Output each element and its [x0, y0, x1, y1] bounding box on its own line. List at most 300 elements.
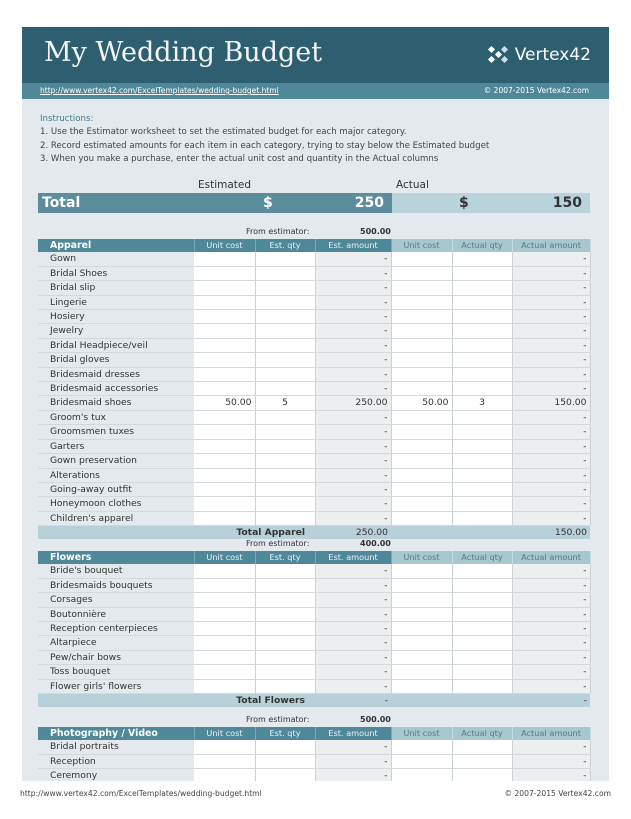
- table-row: [38, 665, 590, 679]
- item-name: Bridesmaids bouquets: [38, 578, 194, 592]
- instructions-heading: Instructions:: [40, 114, 94, 124]
- unit-cost-cell[interactable]: [194, 650, 255, 664]
- actual-qty-cell[interactable]: [452, 281, 512, 295]
- actual-amount-cell: -: [512, 497, 590, 511]
- table-row: [38, 367, 590, 381]
- table-row: [38, 754, 590, 768]
- actual-qty-cell[interactable]: [452, 497, 512, 511]
- actual-unit-cost-cell[interactable]: [391, 636, 452, 650]
- table-row: [38, 425, 590, 439]
- table-row: [38, 295, 590, 309]
- est-amount-cell: -: [315, 679, 391, 693]
- category-total-est: -: [315, 694, 391, 708]
- est-qty-cell[interactable]: 5: [255, 396, 315, 410]
- actual-unit-cost-cell[interactable]: [391, 382, 452, 396]
- item-name: Bridal gloves: [38, 353, 194, 367]
- actual-unit-cost-cell[interactable]: [391, 593, 452, 607]
- est-qty-cell[interactable]: [255, 338, 315, 352]
- item-name: Reception: [38, 754, 194, 768]
- actual-unit-cost-cell[interactable]: [391, 622, 452, 636]
- item-name: Toss bouquet: [38, 665, 194, 679]
- est-amount-cell: -: [315, 468, 391, 482]
- actual-amount-cell: -: [512, 511, 590, 525]
- unit-cost-cell[interactable]: [194, 439, 255, 453]
- actual-unit-cost-cell[interactable]: [391, 769, 452, 781]
- table-row: [38, 564, 590, 578]
- actual-amount-cell: -: [512, 607, 590, 621]
- est-qty-cell[interactable]: [255, 468, 315, 482]
- est-qty-cell[interactable]: [255, 353, 315, 367]
- est-amount-cell: -: [315, 593, 391, 607]
- actual-qty-cell[interactable]: [452, 578, 512, 592]
- actual-unit-cost-cell[interactable]: [391, 439, 452, 453]
- actual-amount-cell: -: [512, 338, 590, 352]
- actual-qty-cell[interactable]: [452, 252, 512, 266]
- unit-cost-cell[interactable]: [194, 740, 255, 754]
- actual-qty-cell[interactable]: [452, 367, 512, 381]
- template-link[interactable]: http://www.vertex42.com/ExcelTemplates/wedding-budget.html: [40, 86, 279, 95]
- table-row: [38, 353, 590, 367]
- actual-unit-cost-cell[interactable]: [391, 679, 452, 693]
- est-qty-cell[interactable]: [255, 266, 315, 280]
- col-unit-cost: Unit cost: [194, 239, 255, 252]
- from-estimator-value: 400.00: [360, 539, 391, 548]
- actual-unit-cost-cell[interactable]: [391, 740, 452, 754]
- actual-amount-cell: -: [512, 281, 590, 295]
- instruction-line: 2. Record estimated amounts for each item in each category, trying to stay below the Estimated budget: [40, 140, 490, 151]
- est-amount-cell: -: [315, 425, 391, 439]
- unit-cost-cell[interactable]: [194, 410, 255, 424]
- actual-qty-cell[interactable]: [452, 511, 512, 525]
- item-name: Bridesmaid accessories: [38, 382, 194, 396]
- item-name: Gown: [38, 252, 194, 266]
- est-qty-cell[interactable]: [255, 622, 315, 636]
- actual-unit-cost-cell[interactable]: [391, 511, 452, 525]
- actual-qty-cell[interactable]: [452, 338, 512, 352]
- est-qty-cell[interactable]: [255, 665, 315, 679]
- actual-qty-cell[interactable]: [452, 266, 512, 280]
- est-qty-cell[interactable]: [255, 740, 315, 754]
- actual-unit-cost-cell[interactable]: [391, 324, 452, 338]
- unit-cost-cell[interactable]: [194, 679, 255, 693]
- unit-cost-cell[interactable]: [194, 353, 255, 367]
- actual-unit-cost-cell[interactable]: [391, 281, 452, 295]
- actual-amount-cell: -: [512, 410, 590, 424]
- est-qty-cell[interactable]: [255, 482, 315, 496]
- actual-qty-cell[interactable]: [452, 410, 512, 424]
- est-qty-cell[interactable]: [255, 593, 315, 607]
- instructions: [40, 113, 489, 167]
- actual-qty-cell[interactable]: 3: [452, 396, 512, 410]
- from-estimator: [246, 715, 391, 724]
- table-row: [38, 578, 590, 592]
- copyright: © 2007-2015 Vertex42.com: [483, 86, 589, 95]
- est-amount-cell: -: [315, 295, 391, 309]
- actual-amount-cell: -: [512, 324, 590, 338]
- actual-qty-cell[interactable]: [452, 382, 512, 396]
- unit-cost-cell[interactable]: [194, 482, 255, 496]
- est-amount-cell: -: [315, 382, 391, 396]
- instruction-line: 3. When you make a purchase, enter the actual unit cost and quantity in the Actual columns: [40, 154, 439, 165]
- est-qty-cell[interactable]: [255, 382, 315, 396]
- actual-unit-cost-cell[interactable]: [391, 252, 452, 266]
- actual-qty-cell[interactable]: [452, 607, 512, 621]
- table-row: [38, 482, 590, 496]
- actual-amount-cell: -: [512, 679, 590, 693]
- from-estimator-value: 500.00: [360, 715, 391, 724]
- table-row: [38, 769, 590, 781]
- unit-cost-cell[interactable]: [194, 607, 255, 621]
- estimated-total-value: 250: [354, 195, 384, 211]
- actual-qty-cell[interactable]: [452, 324, 512, 338]
- from-estimator: [246, 539, 391, 548]
- category-total-act: -: [512, 694, 590, 708]
- category-total-est: 250.00: [315, 526, 391, 540]
- table-row: [38, 497, 590, 511]
- col-est-qty: Est. qty: [255, 551, 315, 564]
- unit-cost-cell[interactable]: [194, 324, 255, 338]
- table-row: [38, 439, 590, 453]
- est-amount-cell: -: [315, 511, 391, 525]
- unit-cost-cell[interactable]: [194, 754, 255, 768]
- unit-cost-cell[interactable]: [194, 382, 255, 396]
- actual-qty-cell[interactable]: [452, 439, 512, 453]
- table-row: [38, 338, 590, 352]
- actual-unit-cost-cell[interactable]: [391, 338, 452, 352]
- actual-qty-cell[interactable]: [452, 622, 512, 636]
- category-total-spacer: [391, 694, 512, 708]
- actual-amount-cell: -: [512, 295, 590, 309]
- item-name: Bridal Headpiece/veil: [38, 338, 194, 352]
- actual-unit-cost-cell[interactable]: [391, 367, 452, 381]
- actual-amount-cell: -: [512, 310, 590, 324]
- est-qty-cell[interactable]: [255, 252, 315, 266]
- est-qty-cell[interactable]: [255, 310, 315, 324]
- est-amount-cell: -: [315, 754, 391, 768]
- est-qty-cell[interactable]: [255, 281, 315, 295]
- actual-qty-cell[interactable]: [452, 295, 512, 309]
- unit-cost-cell[interactable]: [194, 367, 255, 381]
- actual-qty-cell[interactable]: [452, 740, 512, 754]
- item-name: Lingerie: [38, 295, 194, 309]
- unit-cost-cell[interactable]: [194, 425, 255, 439]
- actual-amount-cell: -: [512, 353, 590, 367]
- est-qty-cell[interactable]: [255, 410, 315, 424]
- unit-cost-cell[interactable]: [194, 622, 255, 636]
- actual-amount-cell: -: [512, 468, 590, 482]
- unit-cost-cell[interactable]: [194, 310, 255, 324]
- table-row: [38, 679, 590, 693]
- unit-cost-cell[interactable]: [194, 578, 255, 592]
- unit-cost-cell[interactable]: [194, 338, 255, 352]
- item-name: Bridal slip: [38, 281, 194, 295]
- actual-amount-cell: -: [512, 665, 590, 679]
- unit-cost-cell[interactable]: [194, 593, 255, 607]
- item-name: Flower girls' flowers: [38, 679, 194, 693]
- est-amount-cell: -: [315, 482, 391, 496]
- actual-amount-cell: -: [512, 564, 590, 578]
- est-amount-cell: -: [315, 252, 391, 266]
- vertex42-logo: [487, 44, 591, 66]
- actual-unit-cost-cell[interactable]: 50.00: [391, 396, 452, 410]
- est-qty-cell[interactable]: [255, 367, 315, 381]
- item-name: Bridal Shoes: [38, 266, 194, 280]
- from-estimator-label: From estimator:: [246, 539, 310, 548]
- actual-amount-cell: 150.00: [512, 396, 590, 410]
- actual-unit-cost-cell[interactable]: [391, 468, 452, 482]
- actual-qty-cell[interactable]: [452, 650, 512, 664]
- category-table-0: [38, 239, 591, 539]
- from-estimator: [246, 227, 391, 236]
- table-row: [38, 281, 590, 295]
- from-estimator-label: From estimator:: [246, 715, 310, 724]
- link-bar: [22, 83, 609, 99]
- unit-cost-cell[interactable]: [194, 281, 255, 295]
- item-name: Gown preservation: [38, 454, 194, 468]
- actual-qty-cell[interactable]: [452, 665, 512, 679]
- item-name: Bridal portraits: [38, 740, 194, 754]
- footer-link[interactable]: http://www.vertex42.com/ExcelTemplates/wedding-budget.html: [20, 789, 262, 798]
- est-qty-cell[interactable]: [255, 679, 315, 693]
- unit-cost-cell[interactable]: [194, 497, 255, 511]
- item-name: Reception centerpieces: [38, 622, 194, 636]
- actual-qty-cell[interactable]: [452, 425, 512, 439]
- item-name: Groom's tux: [38, 410, 194, 424]
- actual-amount-cell: -: [512, 578, 590, 592]
- est-amount-cell: -: [315, 353, 391, 367]
- est-qty-cell[interactable]: [255, 425, 315, 439]
- item-name: Boutonnière: [38, 607, 194, 621]
- item-name: Corsages: [38, 593, 194, 607]
- unit-cost-cell[interactable]: [194, 295, 255, 309]
- actual-qty-cell[interactable]: [452, 593, 512, 607]
- actual-qty-cell[interactable]: [452, 754, 512, 768]
- est-amount-cell: -: [315, 266, 391, 280]
- page-title: My Wedding Budget: [44, 37, 323, 68]
- col-est-amount: Est. amount: [315, 727, 391, 740]
- table-row: [38, 511, 590, 525]
- category-table-1: [38, 551, 591, 707]
- actual-unit-cost-cell[interactable]: [391, 266, 452, 280]
- item-name: Going-away outfit: [38, 482, 194, 496]
- actual-amount-cell: -: [512, 650, 590, 664]
- actual-qty-cell[interactable]: [452, 679, 512, 693]
- category-total-act: 150.00: [512, 526, 590, 540]
- est-qty-cell[interactable]: [255, 454, 315, 468]
- unit-cost-cell[interactable]: [194, 468, 255, 482]
- item-name: Bride's bouquet: [38, 564, 194, 578]
- actual-qty-cell[interactable]: [452, 482, 512, 496]
- est-amount-cell: -: [315, 622, 391, 636]
- actual-qty-cell[interactable]: [452, 468, 512, 482]
- est-amount-cell: -: [315, 578, 391, 592]
- unit-cost-cell[interactable]: [194, 564, 255, 578]
- est-qty-cell[interactable]: [255, 754, 315, 768]
- total-label: Total: [42, 195, 81, 211]
- title-banner: [22, 27, 609, 83]
- from-estimator-value: 500.00: [360, 227, 391, 236]
- instruction-line: 1. Use the Estimator worksheet to set the estimated budget for each major category.: [40, 127, 407, 138]
- table-header: [38, 727, 590, 740]
- actual-qty-cell[interactable]: [452, 636, 512, 650]
- from-estimator-label: From estimator:: [246, 227, 310, 236]
- est-amount-cell: -: [315, 367, 391, 381]
- col-est-amount: Est. amount: [315, 239, 391, 252]
- col-unit-cost: Unit cost: [194, 727, 255, 740]
- est-qty-cell[interactable]: [255, 439, 315, 453]
- item-name: Honeymoon clothes: [38, 497, 194, 511]
- actual-amount-cell: -: [512, 754, 590, 768]
- category-total-row: [38, 526, 590, 540]
- category-name: Flowers: [38, 551, 194, 564]
- est-amount-cell: -: [315, 607, 391, 621]
- est-qty-cell[interactable]: [255, 564, 315, 578]
- table-row: [38, 454, 590, 468]
- est-qty-cell[interactable]: [255, 636, 315, 650]
- col-actual-qty: Actual qty: [452, 727, 512, 740]
- actual-unit-cost-cell[interactable]: [391, 410, 452, 424]
- est-amount-cell: -: [315, 497, 391, 511]
- table-row: [38, 396, 590, 410]
- col-actual-qty: Actual qty: [452, 551, 512, 564]
- actual-unit-cost-cell[interactable]: [391, 564, 452, 578]
- vertex42-logo-icon: [487, 44, 511, 66]
- item-name: Hosiery: [38, 310, 194, 324]
- actual-label: Actual: [396, 179, 429, 191]
- est-amount-cell: -: [315, 564, 391, 578]
- est-qty-cell[interactable]: [255, 324, 315, 338]
- est-qty-cell[interactable]: [255, 295, 315, 309]
- actual-amount-cell: -: [512, 454, 590, 468]
- table-row: [38, 636, 590, 650]
- col-actual-unit-cost: Unit cost: [391, 239, 452, 252]
- actual-unit-cost-cell[interactable]: [391, 578, 452, 592]
- category-name: Apparel: [38, 239, 194, 252]
- actual-amount-cell: -: [512, 439, 590, 453]
- unit-cost-cell[interactable]: [194, 665, 255, 679]
- est-amount-cell: -: [315, 636, 391, 650]
- category-total-spacer: [391, 526, 512, 540]
- table-header: [38, 551, 590, 564]
- est-amount-cell: -: [315, 310, 391, 324]
- unit-cost-cell[interactable]: 50.00: [194, 396, 255, 410]
- actual-unit-cost-cell[interactable]: [391, 425, 452, 439]
- category-total-row: [38, 694, 590, 708]
- category-total-label: Total Apparel: [38, 526, 315, 540]
- footer-copyright: © 2007-2015 Vertex42.com: [504, 789, 611, 798]
- actual-unit-cost-cell[interactable]: [391, 310, 452, 324]
- table-row: [38, 410, 590, 424]
- unit-cost-cell[interactable]: [194, 454, 255, 468]
- est-qty-cell[interactable]: [255, 607, 315, 621]
- unit-cost-cell[interactable]: [194, 266, 255, 280]
- col-actual-unit-cost: Unit cost: [391, 551, 452, 564]
- table-row: [38, 252, 590, 266]
- actual-amount-cell: -: [512, 266, 590, 280]
- actual-unit-cost-cell[interactable]: [391, 497, 452, 511]
- est-qty-cell[interactable]: [255, 769, 315, 781]
- budget-sheet: [22, 27, 609, 781]
- est-amount-cell: -: [315, 665, 391, 679]
- item-name: Pew/chair bows: [38, 650, 194, 664]
- col-actual-amount: Actual amount: [512, 239, 590, 252]
- col-actual-qty: Actual qty: [452, 239, 512, 252]
- est-amount-cell: -: [315, 769, 391, 781]
- currency-symbol: $: [263, 195, 273, 211]
- grand-total-bar: [38, 193, 590, 213]
- actual-amount-cell: -: [512, 367, 590, 381]
- actual-total-cell: [392, 193, 590, 213]
- actual-unit-cost-cell[interactable]: [391, 482, 452, 496]
- table-row: [38, 650, 590, 664]
- col-est-amount: Est. amount: [315, 551, 391, 564]
- est-amount-cell: 250.00: [315, 396, 391, 410]
- table-row: [38, 266, 590, 280]
- actual-unit-cost-cell[interactable]: [391, 454, 452, 468]
- actual-amount-cell: -: [512, 769, 590, 781]
- actual-amount-cell: -: [512, 740, 590, 754]
- actual-qty-cell[interactable]: [452, 454, 512, 468]
- est-qty-cell[interactable]: [255, 511, 315, 525]
- actual-amount-cell: -: [512, 622, 590, 636]
- actual-qty-cell[interactable]: [452, 564, 512, 578]
- actual-unit-cost-cell[interactable]: [391, 607, 452, 621]
- est-amount-cell: -: [315, 740, 391, 754]
- table-row: [38, 622, 590, 636]
- est-amount-cell: -: [315, 454, 391, 468]
- col-actual-unit-cost: Unit cost: [391, 727, 452, 740]
- item-name: Alterations: [38, 468, 194, 482]
- actual-total-value: 150: [552, 195, 582, 211]
- col-unit-cost: Unit cost: [194, 551, 255, 564]
- item-name: Jewelry: [38, 324, 194, 338]
- actual-amount-cell: -: [512, 593, 590, 607]
- actual-unit-cost-cell[interactable]: [391, 665, 452, 679]
- table-row: [38, 468, 590, 482]
- item-name: Ceremony: [38, 769, 194, 781]
- unit-cost-cell[interactable]: [194, 511, 255, 525]
- item-name: Altarpiece: [38, 636, 194, 650]
- actual-qty-cell[interactable]: [452, 353, 512, 367]
- est-qty-cell[interactable]: [255, 578, 315, 592]
- table-row: [38, 740, 590, 754]
- actual-unit-cost-cell[interactable]: [391, 650, 452, 664]
- actual-amount-cell: -: [512, 382, 590, 396]
- unit-cost-cell[interactable]: [194, 636, 255, 650]
- estimated-label: Estimated: [198, 179, 252, 191]
- est-qty-cell[interactable]: [255, 650, 315, 664]
- actual-qty-cell[interactable]: [452, 769, 512, 781]
- actual-unit-cost-cell[interactable]: [391, 353, 452, 367]
- col-est-qty: Est. qty: [255, 239, 315, 252]
- table-header: [38, 239, 590, 252]
- category-table-2: [38, 727, 591, 781]
- table-row: [38, 607, 590, 621]
- category-total-label: Total Flowers: [38, 694, 315, 708]
- actual-unit-cost-cell[interactable]: [391, 754, 452, 768]
- unit-cost-cell[interactable]: [194, 769, 255, 781]
- logo-text: Vertex42: [514, 45, 591, 65]
- est-qty-cell[interactable]: [255, 497, 315, 511]
- table-row: [38, 310, 590, 324]
- item-name: Bridesmaid dresses: [38, 367, 194, 381]
- item-name: Garters: [38, 439, 194, 453]
- est-amount-cell: -: [315, 650, 391, 664]
- unit-cost-cell[interactable]: [194, 252, 255, 266]
- actual-qty-cell[interactable]: [452, 310, 512, 324]
- actual-unit-cost-cell[interactable]: [391, 295, 452, 309]
- actual-amount-cell: -: [512, 425, 590, 439]
